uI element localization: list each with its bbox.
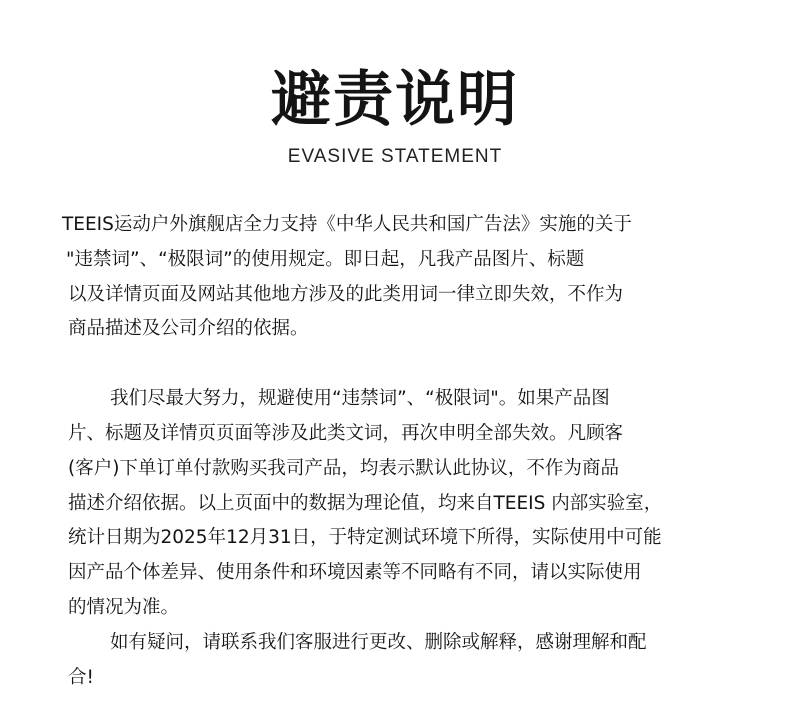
text-line: 描述介绍依据。以上页面中的数据为理论值，均来自TEEIS 内部实验室， <box>68 492 663 514</box>
paragraph-contact <box>62 626 752 696</box>
text-line: 我们尽最大努力，规避使用“违禁词”、“极限词"。如果产品图 <box>110 388 610 410</box>
paragraph-disclaimer <box>62 382 752 626</box>
paragraph-policy <box>62 208 752 347</box>
text-line: 如有疑问，请联系我们客服进行更改、删除或解释，感谢理解和配 <box>110 631 647 653</box>
text-line: 因产品个体差异、使用条件和环境因素等不同略有不同，请以实际使用 <box>68 562 642 584</box>
text-line: 片、标题及详情页页面等涉及此类文词，再次申明全部失效。凡顾客 <box>68 422 624 444</box>
text-line: TEEIS运动户外旗舰店全力支持《中华人民共和国广告法》实施的关于 <box>62 214 632 235</box>
paragraph-gap <box>62 347 752 382</box>
statement-body <box>62 208 752 695</box>
text-line: 统计日期为2025年12月31日，于特定测试环境下所得，实际使用中可能 <box>68 527 662 549</box>
text-line: 商品描述及公司介绍的依据。 <box>68 318 309 340</box>
text-line: "违禁词”、“极限词”的使用规定。即日起，凡我产品图片、标题 <box>66 248 585 270</box>
page-title: 避责说明 <box>271 65 519 135</box>
text-line: (客户)下单订单付款购买我司产品，均表示默认此协议，不作为商品 <box>68 457 619 479</box>
text-line: 合! <box>68 666 94 688</box>
page-subtitle: EVASIVE STATEMENT <box>287 146 503 167</box>
text-line: 以及详情页面及网站其他地方涉及的此类用词一律立即失效，不作为 <box>68 283 624 305</box>
text-line: 的情况为准。 <box>68 596 180 618</box>
